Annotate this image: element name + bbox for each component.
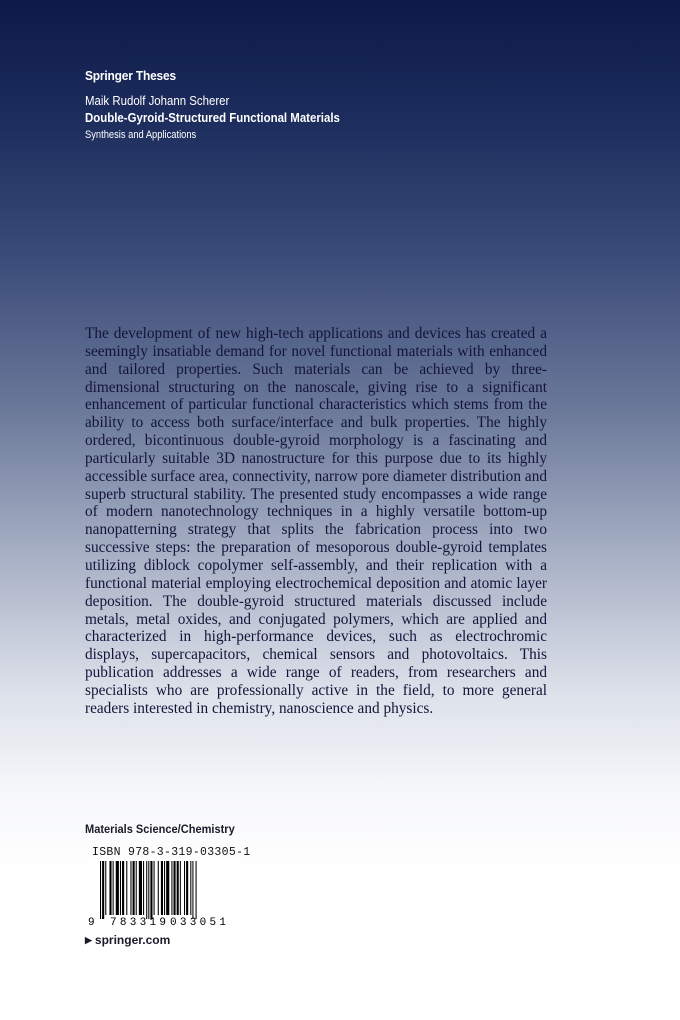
barcode-bar (158, 861, 159, 915)
barcode-bar (150, 861, 152, 919)
barcode-bar (126, 861, 127, 915)
barcode-bar (109, 861, 111, 915)
publisher-website[interactable] (85, 933, 170, 947)
barcode-bar (186, 861, 188, 915)
barcode-bar (184, 861, 185, 915)
barcode-bar (143, 861, 144, 915)
subject-category: Materials Science/Chemistry (85, 822, 235, 836)
barcode-bar (102, 861, 104, 919)
barcode-bar (122, 861, 124, 915)
book-subtitle: Synthesis and Applications (85, 129, 197, 141)
isbn-label: ISBN 978-3-319-03305-1 (92, 846, 251, 859)
barcode-bar (180, 861, 181, 915)
barcode-bar (148, 861, 149, 919)
barcode-bar (139, 861, 142, 915)
barcode-bar (100, 861, 101, 919)
barcode-bar (133, 861, 135, 915)
barcode-first-digit: 9 (88, 917, 95, 929)
barcode-left-digits: 783319 (110, 917, 166, 929)
barcode-bar (105, 861, 106, 915)
barcode-bar (161, 861, 163, 915)
header-block (85, 68, 375, 143)
book-title: Double-Gyroid-Structured Functional Materials (85, 110, 340, 125)
barcode-bar (130, 861, 131, 915)
barcode-right-digits: 033051 (170, 917, 226, 929)
barcode-bar (116, 861, 119, 915)
website-label: springer.com (94, 933, 171, 947)
barcode-bar (136, 861, 137, 915)
barcode-bar (154, 861, 155, 915)
barcode-bar (120, 861, 121, 915)
abstract-text: The development of new high-tech applications and devices has created a seemingly insatiable demand for novel functional materials with enhanced and tailored properties. Such materials can be achieved by three-dimensional structuring on the nanoscale, giving rise to a significant enhancement of particular functional characteristics which stems from the ability to access both surface/interface and bulk properties. The highly ordered, bicontinuous double-gyroid morphology is a fascinating and particularly suitable 3D nanostructure for this purpose due to its highly accessible surface area, connectivity, narrow pore diameter distribution and superb structural stability. The presented study encompasses a wide range of modern nanotechnology techniques in a highly versatile bottom-up nanopatterning strategy that splits the fabrication process into two successive steps: the preparation of mesoporous double-gyroid templates utilizing diblock copolymer self-assembly, and their replication with a functional material employing electrochemical deposition and atomic layer deposition. The double-gyroid structured materials discussed include metals, metal oxides, and conjugated polymers, which are applied and characterized in high-performance devices, such as electrochromic displays, supercapacitors, chemical sensors and photovoltaics. This publication addresses a wide range of readers, from researchers and specialists who are professionally active in the field, to more general readers interested in chemistry, nanoscience and physics. (85, 325, 547, 717)
barcode-bar (177, 861, 179, 915)
barcode-bar (196, 861, 197, 919)
barcode-bar (113, 861, 114, 915)
series-name: Springer Theses (85, 68, 176, 83)
barcode-bar (164, 861, 165, 915)
barcode-bar (146, 861, 147, 919)
barcode-bar (166, 861, 169, 915)
barcode-bar (192, 861, 193, 919)
author-name: Maik Rudolf Johann Scherer (85, 93, 230, 108)
barcode (86, 859, 238, 929)
barcode-bar (174, 861, 176, 915)
barcode-bar (190, 861, 191, 915)
barcode-bar (171, 861, 172, 915)
arrow-right-icon: ▶ (85, 935, 92, 945)
